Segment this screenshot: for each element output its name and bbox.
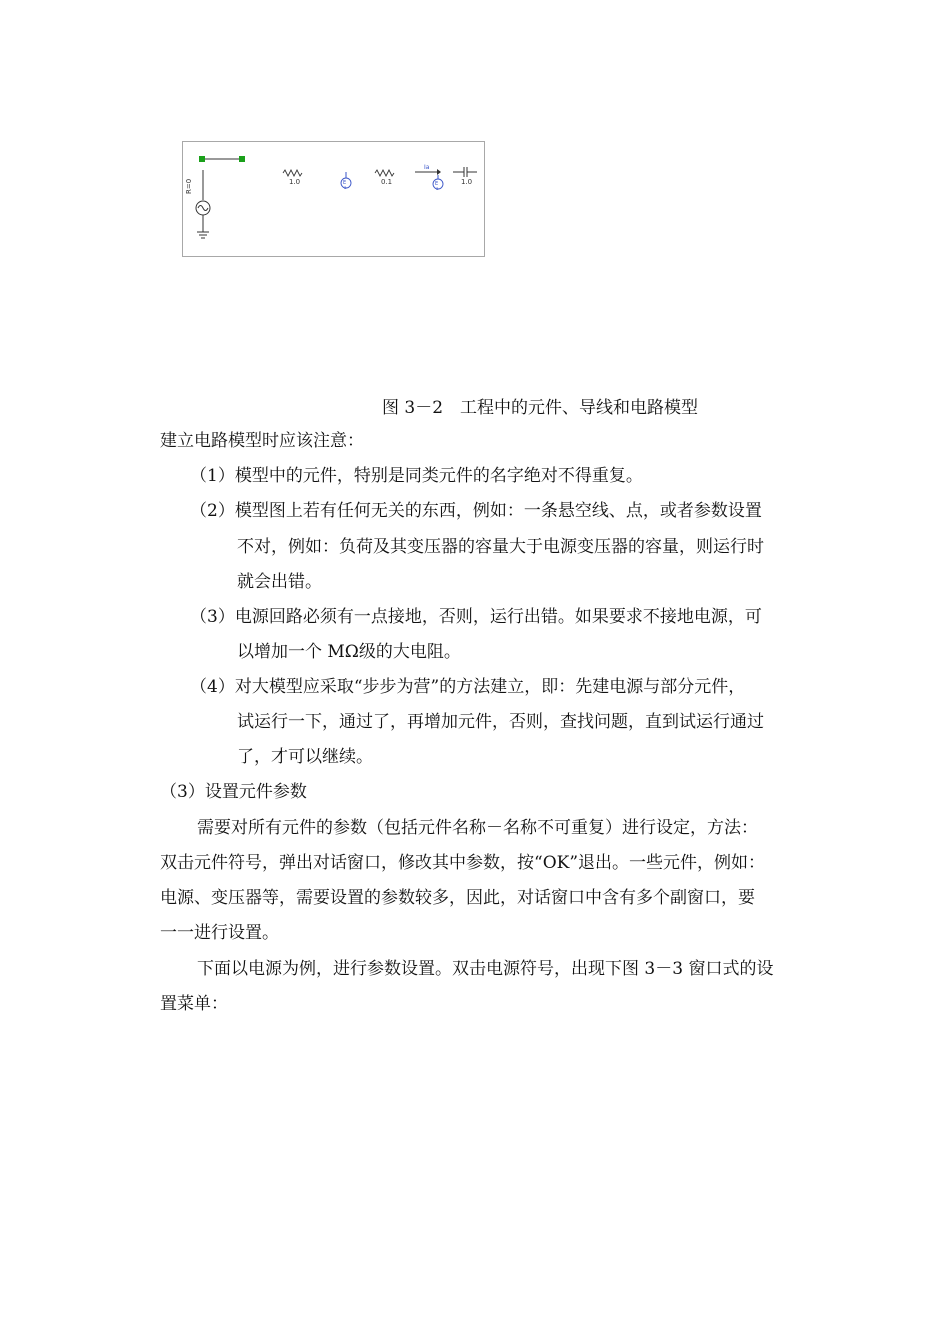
- list-item-2-line-3: 就会出错。: [237, 572, 322, 592]
- list-item-3-line-1: （3）电源回路必须有一点接地，否则，运行出错。如果要求不接地电源，可: [190, 607, 762, 627]
- paragraph-2-line-1: 下面以电源为例，进行参数设置。双击电源符号，出现下图 3－3 窗口式的设: [197, 959, 774, 979]
- list-item-4-line-2: 试运行一下，通过了，再增加元件，否则，查找问题，直到试运行通过: [237, 712, 764, 732]
- paragraph-1-line-1: 需要对所有元件的参数（包括元件名称－名称不可重复）进行设定，方法：: [197, 818, 758, 838]
- paragraph-1-line-3: 电源、变压器等，需要设置的参数较多，因此，对话窗口中含有多个副窗口，要: [160, 888, 755, 908]
- circuit-diagram: [183, 142, 484, 256]
- list-item-1: （1）模型中的元件，特别是同类元件的名字绝对不得重复。: [190, 466, 643, 486]
- resistor-icon: [375, 170, 394, 176]
- figure-caption: 图 3－2 工程中的元件、导线和电路模型: [382, 398, 699, 418]
- svg-text:E: E: [435, 181, 439, 187]
- circuit-model-figure: [182, 141, 485, 257]
- source-name-label: R=0: [185, 178, 193, 194]
- list-item-2-line-1: （2）模型图上若有任何无关的东西，例如：一条悬空线、点，或者参数设置: [190, 501, 762, 521]
- section-heading: （3）设置元件参数: [160, 782, 307, 802]
- paragraph-1-line-4: 一一进行设置。: [160, 923, 279, 943]
- resistor-icon: [283, 170, 302, 176]
- list-item-3-line-2: 以增加一个 MΩ级的大电阻。: [237, 642, 461, 662]
- list-item-4-line-1: （4）对大模型应采取“步步为营”的方法建立，即：先建电源与部分元件，: [190, 677, 746, 697]
- list-item-2-line-2: 不对，例如：负荷及其变压器的容量大于电源变压器的容量，则运行时: [237, 537, 764, 557]
- paragraph-1-line-2: 双击元件符号，弹出对话窗口，修改其中参数，按“OK”退出。一些元件，例如：: [160, 853, 766, 873]
- svg-text:a: a: [344, 185, 347, 190]
- wire-node-left: [199, 156, 205, 162]
- wire-node-right: [239, 156, 245, 162]
- svg-text:a: a: [436, 186, 439, 191]
- svg-text:E: E: [343, 180, 347, 186]
- intro-text: 建立电路模型时应该注意：: [160, 431, 364, 451]
- paragraph-2-line-2: 置菜单：: [160, 994, 228, 1014]
- capacitor-value: 1.0: [461, 178, 473, 186]
- resistor-2-value: 0.1: [381, 178, 393, 186]
- current-label: Ia: [424, 164, 430, 171]
- list-item-4-line-3: 了，才可以继续。: [237, 747, 373, 767]
- resistor-1-value: 1.0: [289, 178, 301, 186]
